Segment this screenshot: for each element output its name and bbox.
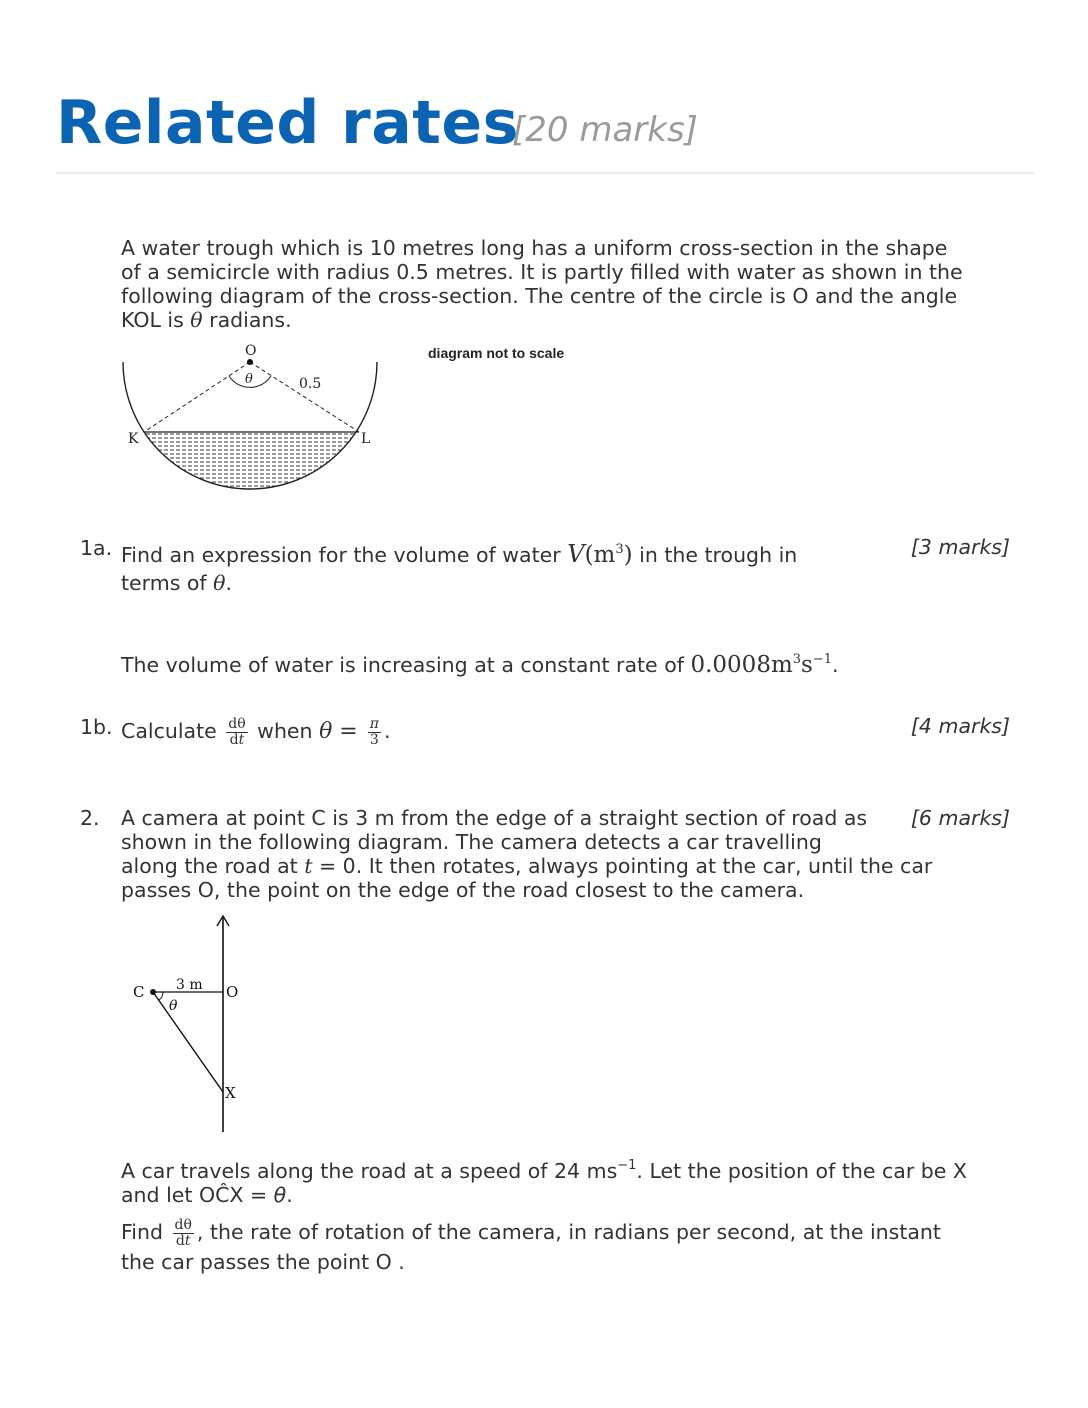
speed-text-pre: A car travels along the road at a speed of 24 ms bbox=[121, 1159, 618, 1183]
speed-text-post: . Let the position of the car be X bbox=[636, 1159, 967, 1183]
var-V: V bbox=[567, 540, 585, 568]
q2-line3-post: = 0. It then rotates, always pointing at the car, until the car bbox=[312, 854, 933, 878]
label-3m: 3 m bbox=[176, 977, 203, 993]
center-point bbox=[247, 359, 253, 365]
rate-value: 0.0008m bbox=[690, 652, 793, 678]
q1b-text-pre: Calculate bbox=[121, 719, 224, 743]
label-X: X bbox=[225, 1084, 236, 1102]
fraction-numerator: dθ bbox=[228, 715, 246, 732]
label-radius: 0.5 bbox=[299, 376, 322, 392]
den-t: t bbox=[184, 1232, 191, 1249]
dtheta-dt-fraction bbox=[226, 717, 247, 748]
fraction-denominator: 3 bbox=[369, 731, 379, 748]
trough-diagram bbox=[110, 340, 410, 500]
intro-line: following diagram of the cross-section. The centre of the circle is O and the angle bbox=[121, 284, 958, 308]
question-marks: [4 marks] bbox=[910, 714, 1010, 738]
find-line: the car passes the point O . bbox=[121, 1250, 405, 1274]
unit-exp: 3 bbox=[615, 542, 624, 557]
page-title: Related rates bbox=[56, 88, 519, 158]
intro-text: KOL is bbox=[121, 308, 191, 332]
var-t: t bbox=[304, 854, 313, 878]
q1a-text-post: in the trough in bbox=[632, 543, 798, 567]
fraction-denominator bbox=[226, 733, 247, 748]
intro-text: radians. bbox=[202, 308, 292, 332]
total-marks: [20 marks] bbox=[512, 110, 698, 150]
speed-line bbox=[121, 1154, 967, 1183]
theta-symbol: θ bbox=[190, 308, 203, 332]
speed-paragraph bbox=[121, 1154, 967, 1207]
q1a-line bbox=[121, 569, 797, 597]
q2-line bbox=[121, 854, 932, 878]
intro-line: A water trough which is 10 metres long has a uniform cross-section in the shape bbox=[121, 236, 948, 260]
question-number: 1a. bbox=[80, 536, 113, 560]
q2-line: shown in the following diagram. The camera detects a car travelling bbox=[121, 830, 822, 854]
question-marks: [6 marks] bbox=[910, 806, 1010, 830]
theta-symbol: θ bbox=[213, 571, 226, 595]
angle-line bbox=[121, 1183, 967, 1207]
den-t: t bbox=[238, 731, 245, 748]
radius-OL bbox=[250, 362, 359, 432]
q2-text bbox=[121, 806, 932, 902]
angle-text: and let OĈX = bbox=[121, 1183, 274, 1207]
q1b-text-mid: when bbox=[250, 719, 320, 743]
fraction-denominator bbox=[173, 1234, 194, 1249]
angle-arc bbox=[159, 992, 163, 1000]
fraction-numerator: π bbox=[369, 715, 379, 732]
segment-CX bbox=[153, 992, 223, 1092]
question-number: 2. bbox=[80, 806, 100, 830]
find-paragraph bbox=[121, 1215, 941, 1275]
theta-equals: θ = bbox=[319, 719, 365, 744]
find-text-pre: Find bbox=[121, 1220, 170, 1244]
q1a-line bbox=[121, 536, 797, 569]
dtheta-dt-fraction bbox=[173, 1218, 194, 1249]
q1b-text bbox=[121, 713, 390, 750]
label-K: K bbox=[128, 431, 139, 447]
label-theta: θ bbox=[169, 998, 178, 1014]
camera-road-diagram bbox=[120, 910, 270, 1140]
label-theta: θ bbox=[245, 372, 253, 387]
rate-text-pre: The volume of water is increasing at a constant rate of bbox=[121, 653, 691, 677]
find-line bbox=[121, 1215, 941, 1249]
find-text-post: , the rate of rotation of the camera, in radians per second, at the instant bbox=[196, 1220, 941, 1244]
label-O: O bbox=[226, 983, 239, 1001]
label-O: O bbox=[245, 343, 257, 359]
intro-paragraph bbox=[121, 236, 963, 332]
label-L: L bbox=[361, 431, 371, 447]
q1b-text-post: . bbox=[383, 719, 391, 743]
diagram-note: diagram not to scale bbox=[428, 345, 565, 361]
q1a-text bbox=[121, 536, 797, 597]
rate-text-post: . bbox=[832, 653, 839, 677]
unit-open: (m bbox=[584, 542, 616, 568]
title-row bbox=[56, 88, 1034, 174]
camera-point bbox=[150, 989, 156, 995]
theta-symbol: θ bbox=[273, 1183, 287, 1207]
q1a-text-pre: Find an expression for the volume of water bbox=[121, 543, 568, 567]
rate-s: s bbox=[801, 652, 813, 678]
angle-end: . bbox=[286, 1183, 293, 1207]
speed-exp: −1 bbox=[617, 1158, 637, 1173]
question-marks: [3 marks] bbox=[910, 535, 1010, 559]
intro-line bbox=[121, 308, 963, 332]
q2-line: passes O, the point on the edge of the road closest to the camera. bbox=[121, 878, 805, 902]
fraction-numerator: dθ bbox=[174, 1216, 192, 1233]
label-C: C bbox=[133, 983, 145, 1001]
intro-line: of a semicircle with radius 0.5 metres. It is partly filled with water as shown in the bbox=[121, 260, 963, 284]
rate-statement bbox=[121, 646, 839, 679]
rate-exp2: −1 bbox=[812, 652, 833, 667]
q2-line: A camera at point C is 3 m from the edge of a straight section of road as bbox=[121, 806, 868, 830]
den-d: d bbox=[175, 1232, 185, 1249]
rate-exp1: 3 bbox=[792, 652, 802, 667]
q1a-line2-end: . bbox=[225, 571, 233, 595]
pi-over-3-fraction bbox=[368, 717, 381, 748]
q1a-line2-text: terms of bbox=[121, 571, 214, 595]
unit-close: ) bbox=[623, 542, 633, 568]
q2-line3-pre: along the road at bbox=[121, 854, 305, 878]
den-d: d bbox=[229, 731, 239, 748]
radius-OK bbox=[144, 362, 250, 432]
question-number: 1b. bbox=[80, 715, 113, 739]
